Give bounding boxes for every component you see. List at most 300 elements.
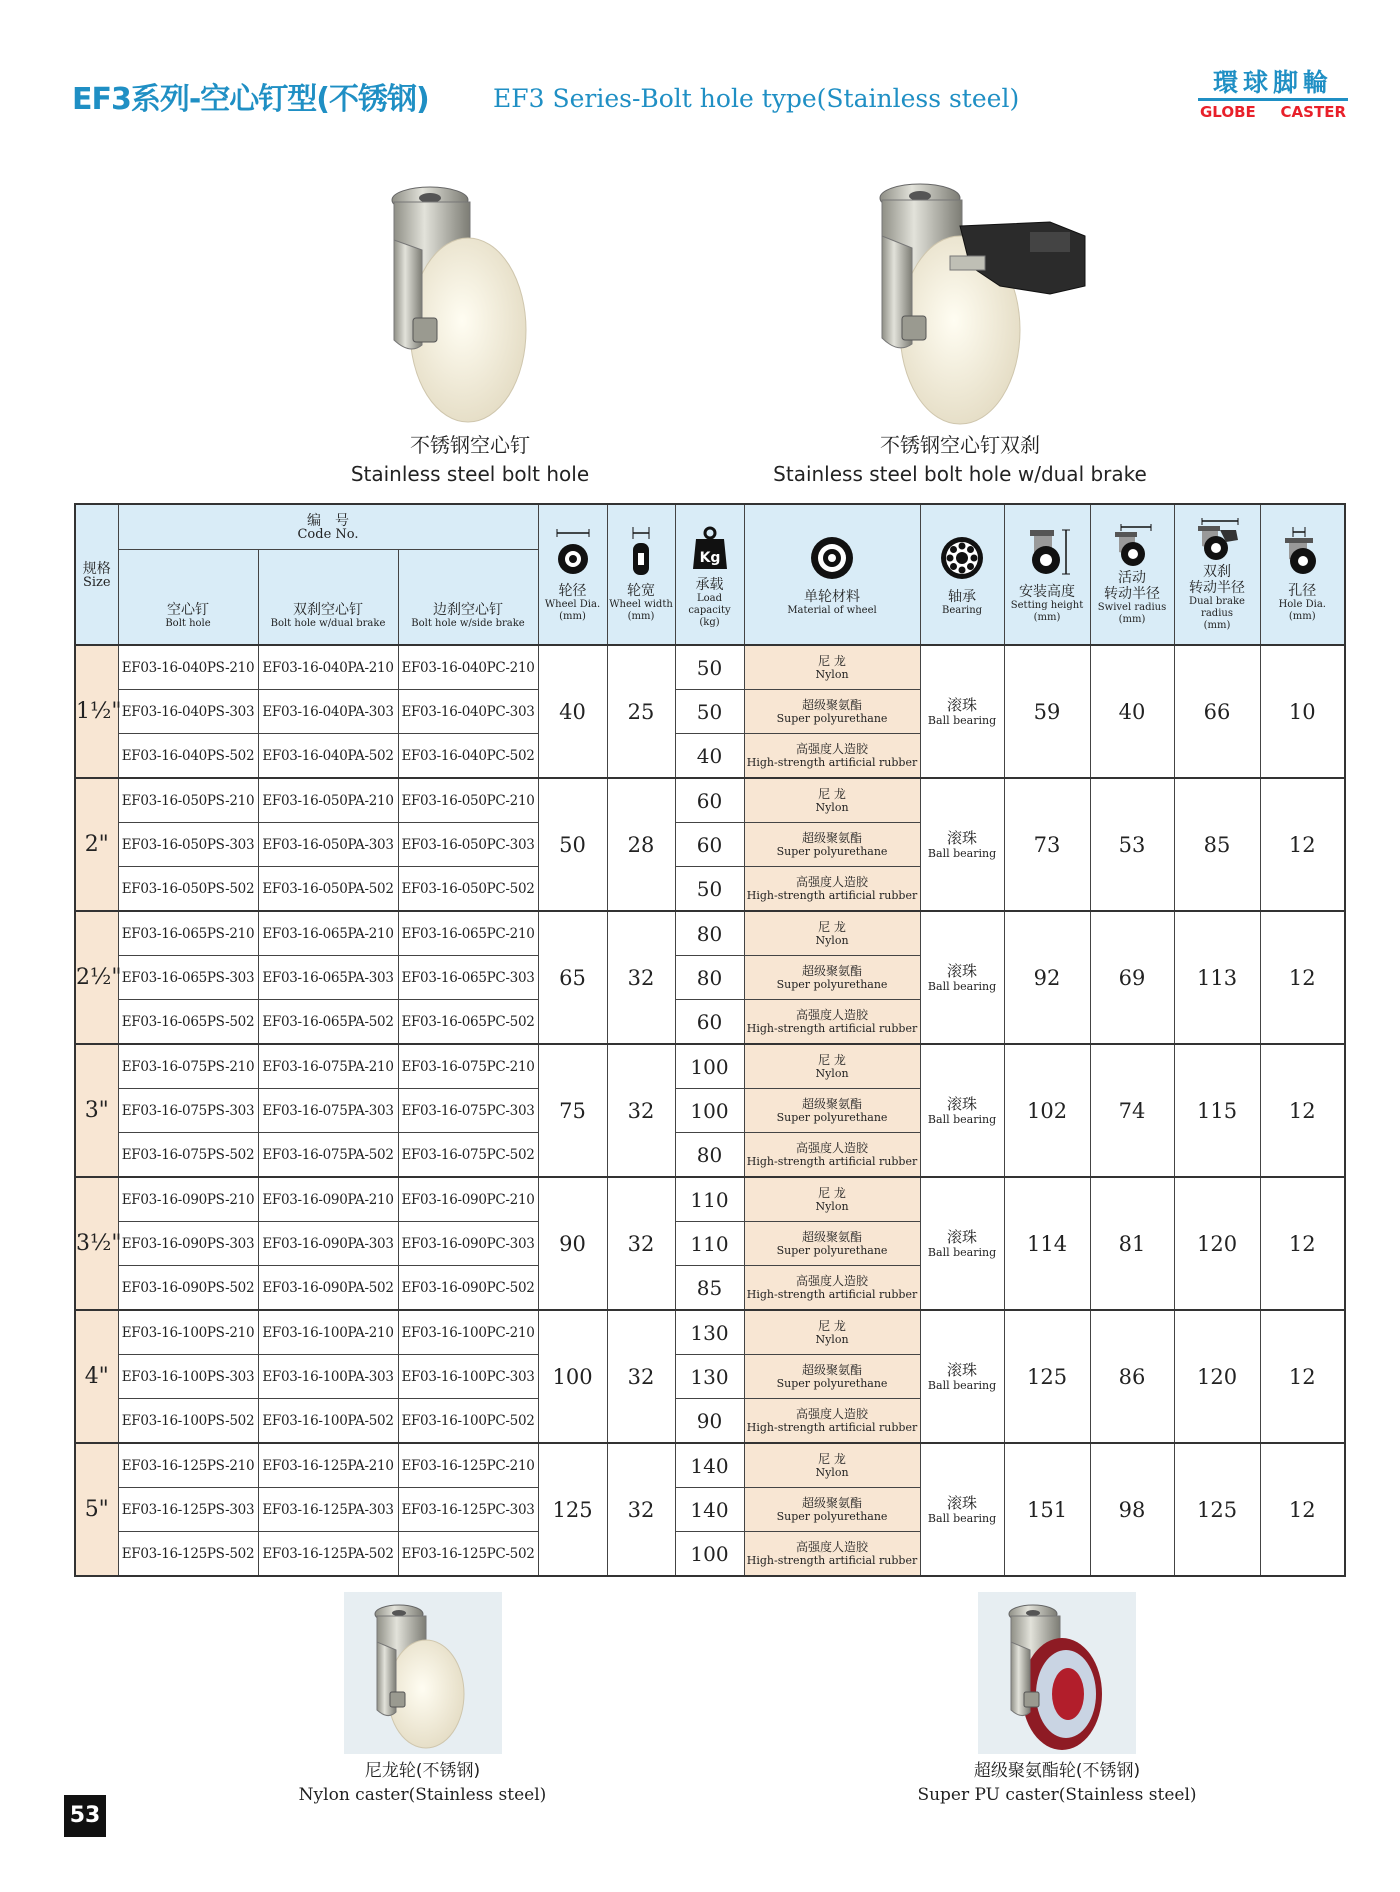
side-brake-code: EF03-16-125PC-210 bbox=[398, 1443, 538, 1488]
setting-height-icon bbox=[1022, 526, 1072, 578]
load-capacity-cell: 40 bbox=[675, 734, 744, 779]
header-code-cn: 编 号 bbox=[307, 512, 349, 529]
material-cell bbox=[744, 1222, 920, 1266]
dual-brake-code: EF03-16-125PA-502 bbox=[258, 1532, 398, 1577]
material-cell bbox=[744, 1133, 920, 1178]
side-brake-code: EF03-16-040PC-210 bbox=[398, 645, 538, 690]
header-setting-en: Setting height bbox=[1010, 599, 1084, 611]
table-row bbox=[75, 778, 1345, 823]
setting-height-cell: 125 bbox=[1004, 1310, 1090, 1443]
bolt-hole-code: EF03-16-075PS-502 bbox=[118, 1133, 258, 1178]
side-brake-code: EF03-16-075PC-303 bbox=[398, 1089, 538, 1133]
material-cell bbox=[744, 1089, 920, 1133]
bolt-hole-code: EF03-16-100PS-303 bbox=[118, 1355, 258, 1399]
header-dual-r-en: Dual brake radius bbox=[1189, 595, 1245, 619]
material-en: Super polyurethane bbox=[776, 1377, 888, 1390]
bearing-en: Ball bearing bbox=[927, 714, 997, 727]
setting-height-cell: 73 bbox=[1004, 778, 1090, 911]
side-brake-code: EF03-16-125PC-502 bbox=[398, 1532, 538, 1577]
hole-diameter-cell: 12 bbox=[1260, 1443, 1345, 1576]
load-capacity-cell: 90 bbox=[675, 1399, 744, 1444]
wheel-width-cell: 25 bbox=[607, 645, 675, 778]
load-capacity-cell: 50 bbox=[675, 690, 744, 734]
spec-table-body bbox=[75, 645, 1345, 1576]
load-capacity-cell: 140 bbox=[675, 1443, 744, 1488]
nylon-caster-photo bbox=[344, 1592, 502, 1754]
load-capacity-cell: 50 bbox=[675, 645, 744, 690]
header-swivel-en: Swivel radius bbox=[1097, 601, 1167, 613]
header-swivel-cn-2: 转动半径 bbox=[1104, 585, 1161, 602]
header-material-en: Material of wheel bbox=[787, 604, 877, 616]
header-width-unit: (mm) bbox=[627, 610, 655, 622]
material-en: Nylon bbox=[815, 1333, 849, 1346]
bearing-en: Ball bearing bbox=[927, 1113, 997, 1126]
wheel-width-icon bbox=[621, 527, 661, 577]
header-bolt-hole bbox=[118, 549, 258, 645]
wheel-diameter-cell: 75 bbox=[538, 1044, 607, 1177]
hole-diameter-cell: 10 bbox=[1260, 645, 1345, 778]
header-swivel-cn-1: 活动 bbox=[1118, 569, 1147, 586]
material-cn: 高强度人造胶 bbox=[796, 875, 869, 889]
dual-brake-code: EF03-16-050PA-303 bbox=[258, 823, 398, 867]
material-cell bbox=[744, 1044, 920, 1089]
wheel-width-cell: 32 bbox=[607, 1443, 675, 1576]
side-brake-code: EF03-16-125PC-303 bbox=[398, 1488, 538, 1532]
side-brake-code: EF03-16-050PC-502 bbox=[398, 867, 538, 912]
dual-brake-code: EF03-16-100PA-502 bbox=[258, 1399, 398, 1444]
material-cn: 尼 龙 bbox=[818, 920, 846, 934]
nylon-caption-en: Nylon caster(Stainless steel) bbox=[298, 1785, 547, 1805]
bolt-hole-code: EF03-16-075PS-210 bbox=[118, 1044, 258, 1089]
dual-brake-code: EF03-16-125PA-210 bbox=[258, 1443, 398, 1488]
header-dual-r-cn-1: 双刹 bbox=[1203, 563, 1232, 580]
bearing-cell bbox=[920, 911, 1004, 1044]
bearing-en: Ball bearing bbox=[927, 847, 997, 860]
table-row bbox=[75, 645, 1345, 690]
dual-brake-radius-icon bbox=[1192, 518, 1242, 562]
dual-brake-code: EF03-16-050PA-502 bbox=[258, 867, 398, 912]
material-cell bbox=[744, 690, 920, 734]
table-row bbox=[75, 911, 1345, 956]
dual-brake-code: EF03-16-090PA-502 bbox=[258, 1266, 398, 1311]
svg-text:Kg: Kg bbox=[699, 549, 720, 566]
material-cn: 超级聚氨酯 bbox=[802, 831, 863, 845]
material-cn: 尼 龙 bbox=[818, 787, 846, 801]
material-cell bbox=[744, 778, 920, 823]
setting-height-cell: 102 bbox=[1004, 1044, 1090, 1177]
nylon-caster bbox=[280, 1756, 565, 1805]
bearing-en: Ball bearing bbox=[927, 1379, 997, 1392]
bearing-cell bbox=[920, 778, 1004, 911]
bolt-hole-code: EF03-16-125PS-303 bbox=[118, 1488, 258, 1532]
header-code-en: Code No. bbox=[297, 526, 359, 542]
caster-dual-brake-photo bbox=[850, 176, 1095, 431]
bearing-en: Ball bearing bbox=[927, 980, 997, 993]
material-cn: 超级聚氨酯 bbox=[802, 1363, 863, 1377]
dual-brake-radius-cell: 66 bbox=[1174, 645, 1260, 778]
header-bearing bbox=[920, 504, 1004, 645]
bolt-hole-code: EF03-16-050PS-502 bbox=[118, 867, 258, 912]
material-en: Super polyurethane bbox=[776, 1510, 888, 1523]
table-row bbox=[75, 1443, 1345, 1488]
header-dual-brake bbox=[258, 549, 398, 645]
header-hole-unit: (mm) bbox=[1288, 610, 1316, 622]
table-row bbox=[75, 1310, 1345, 1355]
header-setting-cn: 安装高度 bbox=[1019, 583, 1076, 600]
load-capacity-cell: 60 bbox=[675, 1000, 744, 1045]
bearing-cn: 滚珠 bbox=[947, 1494, 978, 1512]
hole-diameter-cell: 12 bbox=[1260, 778, 1345, 911]
size-cell: 4" bbox=[75, 1310, 118, 1443]
material-en: High-strength artificial rubber bbox=[746, 1288, 918, 1301]
bolt-hole-code: EF03-16-050PS-303 bbox=[118, 823, 258, 867]
header-size-en: Size bbox=[82, 574, 111, 590]
header-wheel-dia bbox=[538, 504, 607, 645]
pu-caster-image bbox=[978, 1592, 1136, 1754]
hole-diameter-icon bbox=[1277, 527, 1327, 577]
header-size-cn: 规格 bbox=[82, 560, 111, 577]
dual-brake-code: EF03-16-090PA-210 bbox=[258, 1177, 398, 1222]
load-capacity-cell: 80 bbox=[675, 1133, 744, 1178]
wheel-diameter-cell: 40 bbox=[538, 645, 607, 778]
header-bearing-en: Bearing bbox=[941, 604, 983, 616]
material-cn: 高强度人造胶 bbox=[796, 1274, 869, 1288]
wheel-diameter-cell: 125 bbox=[538, 1443, 607, 1576]
wheel-width-cell: 32 bbox=[607, 1310, 675, 1443]
material-en: High-strength artificial rubber bbox=[746, 756, 918, 769]
swivel-radius-cell: 86 bbox=[1090, 1310, 1174, 1443]
bearing-cn: 滚珠 bbox=[947, 1228, 978, 1246]
material-cn: 高强度人造胶 bbox=[796, 742, 869, 756]
bearing-cn: 滚珠 bbox=[947, 696, 978, 714]
wheel-diameter-cell: 90 bbox=[538, 1177, 607, 1310]
caster-bolt-hole-photo bbox=[360, 180, 530, 430]
dual-brake-radius-cell: 125 bbox=[1174, 1443, 1260, 1576]
page-title-cn: EF3系列-空心钉型(不锈钢) bbox=[72, 82, 429, 117]
material-en: Nylon bbox=[815, 668, 849, 681]
material-en: Super polyurethane bbox=[776, 1244, 888, 1257]
header-setting-height bbox=[1004, 504, 1090, 645]
material-en: High-strength artificial rubber bbox=[746, 1022, 918, 1035]
bolt-hole-code: EF03-16-125PS-502 bbox=[118, 1532, 258, 1577]
bearing-en: Ball bearing bbox=[927, 1512, 997, 1525]
product-caption-cn: 不锈钢空心钉 bbox=[410, 433, 530, 457]
header-setting-unit: (mm) bbox=[1033, 611, 1061, 623]
page-number: 53 bbox=[64, 1795, 106, 1837]
dual-brake-radius-cell: 120 bbox=[1174, 1177, 1260, 1310]
load-capacity-cell: 80 bbox=[675, 956, 744, 1000]
bolt-hole-code: EF03-16-040PS-210 bbox=[118, 645, 258, 690]
material-en: Nylon bbox=[815, 1067, 849, 1080]
header-width-en: Wheel width bbox=[609, 598, 673, 610]
material-cn: 高强度人造胶 bbox=[796, 1540, 869, 1554]
material-en: High-strength artificial rubber bbox=[746, 1155, 918, 1168]
dual-brake-radius-cell: 113 bbox=[1174, 911, 1260, 1044]
material-cell bbox=[744, 823, 920, 867]
header-dual-r-cn-2: 转动半径 bbox=[1189, 579, 1246, 596]
nylon-caption-cn: 尼龙轮(不锈钢) bbox=[364, 1761, 481, 1781]
bolt-hole-code: EF03-16-090PS-502 bbox=[118, 1266, 258, 1311]
pu-caster bbox=[906, 1756, 1208, 1805]
header-hole-cn: 孔径 bbox=[1288, 582, 1317, 599]
side-brake-code: EF03-16-065PC-210 bbox=[398, 911, 538, 956]
bearing-cell bbox=[920, 1044, 1004, 1177]
load-capacity-cell: 85 bbox=[675, 1266, 744, 1311]
nylon-caster-image bbox=[344, 1592, 502, 1754]
material-cn: 尼 龙 bbox=[818, 1053, 846, 1067]
hole-diameter-cell: 12 bbox=[1260, 1177, 1345, 1310]
bolt-hole-code: EF03-16-075PS-303 bbox=[118, 1089, 258, 1133]
material-cn: 尼 龙 bbox=[818, 1452, 846, 1466]
material-cn: 超级聚氨酯 bbox=[802, 1097, 863, 1111]
size-cell: 3½" bbox=[75, 1177, 118, 1310]
header-load-en: Load capacity bbox=[688, 592, 731, 616]
header-bolt-en: Bolt hole bbox=[165, 618, 211, 629]
material-cn: 超级聚氨酯 bbox=[802, 698, 863, 712]
material-cn: 高强度人造胶 bbox=[796, 1141, 869, 1155]
material-en: Super polyurethane bbox=[776, 712, 888, 725]
load-capacity-cell: 50 bbox=[675, 867, 744, 912]
page-title-en: EF3 Series-Bolt hole type(Stainless steel) bbox=[493, 84, 1020, 113]
material-cell bbox=[744, 734, 920, 779]
bearing-cn: 滚珠 bbox=[947, 962, 978, 980]
swivel-radius-cell: 74 bbox=[1090, 1044, 1174, 1177]
size-cell: 3" bbox=[75, 1044, 118, 1177]
brand-name-cn: 環球脚輪 bbox=[1198, 68, 1348, 101]
material-cell bbox=[744, 867, 920, 912]
header-side-en: Bolt hole w/side brake bbox=[411, 618, 525, 629]
swivel-radius-cell: 81 bbox=[1090, 1177, 1174, 1310]
header-hole-dia bbox=[1260, 504, 1345, 645]
product-caption-cn: 不锈钢空心钉双刹 bbox=[880, 433, 1040, 457]
brand-logo bbox=[1198, 68, 1348, 121]
dual-brake-code: EF03-16-065PA-502 bbox=[258, 1000, 398, 1045]
size-cell: 2" bbox=[75, 778, 118, 911]
dual-brake-code: EF03-16-040PA-303 bbox=[258, 690, 398, 734]
material-cell bbox=[744, 911, 920, 956]
swivel-radius-icon bbox=[1107, 524, 1157, 568]
dual-brake-code: EF03-16-065PA-210 bbox=[258, 911, 398, 956]
load-capacity-cell: 110 bbox=[675, 1177, 744, 1222]
wheel-width-cell: 32 bbox=[607, 1177, 675, 1310]
load-capacity-cell: 130 bbox=[675, 1310, 744, 1355]
side-brake-code: EF03-16-090PC-210 bbox=[398, 1177, 538, 1222]
bolt-hole-code: EF03-16-090PS-210 bbox=[118, 1177, 258, 1222]
material-en: Nylon bbox=[815, 1466, 849, 1479]
load-capacity-cell: 130 bbox=[675, 1355, 744, 1399]
dual-brake-code: EF03-16-050PA-210 bbox=[258, 778, 398, 823]
material-cn: 高强度人造胶 bbox=[796, 1407, 869, 1421]
bolt-hole-code: EF03-16-040PS-303 bbox=[118, 690, 258, 734]
swivel-radius-cell: 40 bbox=[1090, 645, 1174, 778]
material-en: Nylon bbox=[815, 1200, 849, 1213]
swivel-radius-cell: 53 bbox=[1090, 778, 1174, 911]
wheel-diameter-cell: 100 bbox=[538, 1310, 607, 1443]
material-cell bbox=[744, 1266, 920, 1311]
bearing-cell bbox=[920, 1310, 1004, 1443]
hole-diameter-cell: 12 bbox=[1260, 911, 1345, 1044]
bearing-cn: 滚珠 bbox=[947, 829, 978, 847]
brand-name-en bbox=[1198, 101, 1348, 121]
header-material-cn: 单轮材料 bbox=[804, 588, 861, 605]
wheel-width-cell: 28 bbox=[607, 778, 675, 911]
header-side-cn: 边刹空心钉 bbox=[433, 602, 503, 618]
dual-brake-radius-cell: 120 bbox=[1174, 1310, 1260, 1443]
wheel-diameter-cell: 65 bbox=[538, 911, 607, 1044]
header-wheel-en: Wheel Dia. bbox=[544, 598, 601, 610]
material-cn: 超级聚氨酯 bbox=[802, 1230, 863, 1244]
material-en: High-strength artificial rubber bbox=[746, 1421, 918, 1434]
side-brake-code: EF03-16-040PC-303 bbox=[398, 690, 538, 734]
ball-bearing-icon bbox=[937, 533, 987, 583]
side-brake-code: EF03-16-040PC-502 bbox=[398, 734, 538, 779]
load-capacity-cell: 100 bbox=[675, 1532, 744, 1577]
dual-brake-code: EF03-16-090PA-303 bbox=[258, 1222, 398, 1266]
side-brake-code: EF03-16-050PC-210 bbox=[398, 778, 538, 823]
material-cell bbox=[744, 1310, 920, 1355]
header-load-unit: (kg) bbox=[699, 616, 720, 628]
header-wheel-unit: (mm) bbox=[559, 610, 586, 622]
header-swivel-radius bbox=[1090, 504, 1174, 645]
header-dual-r-unit: (mm) bbox=[1203, 619, 1231, 631]
dual-brake-code: EF03-16-075PA-502 bbox=[258, 1133, 398, 1178]
header-load bbox=[675, 504, 744, 645]
bolt-hole-code: EF03-16-100PS-210 bbox=[118, 1310, 258, 1355]
side-brake-code: EF03-16-100PC-502 bbox=[398, 1399, 538, 1444]
load-capacity-cell: 140 bbox=[675, 1488, 744, 1532]
load-capacity-cell: 60 bbox=[675, 778, 744, 823]
bolt-hole-code: EF03-16-065PS-210 bbox=[118, 911, 258, 956]
spec-table bbox=[74, 503, 1346, 1577]
dual-brake-code: EF03-16-075PA-303 bbox=[258, 1089, 398, 1133]
bearing-cell bbox=[920, 1443, 1004, 1576]
load-capacity-cell: 60 bbox=[675, 823, 744, 867]
bolt-hole-code: EF03-16-090PS-303 bbox=[118, 1222, 258, 1266]
brand-word-globe: GLOBE bbox=[1200, 103, 1256, 121]
material-cell bbox=[744, 1443, 920, 1488]
material-cell bbox=[744, 1000, 920, 1045]
hole-diameter-cell: 12 bbox=[1260, 1044, 1345, 1177]
pu-caption-en: Super PU caster(Stainless steel) bbox=[917, 1785, 1197, 1805]
bolt-hole-code: EF03-16-065PS-502 bbox=[118, 1000, 258, 1045]
header-wheel-cn: 轮径 bbox=[558, 582, 587, 599]
dual-brake-code: EF03-16-075PA-210 bbox=[258, 1044, 398, 1089]
header-material bbox=[744, 504, 920, 645]
wheel-diameter-icon bbox=[553, 527, 593, 577]
material-en: Nylon bbox=[815, 801, 849, 814]
material-en: Super polyurethane bbox=[776, 978, 888, 991]
pu-caption-cn: 超级聚氨酯轮(不锈钢) bbox=[973, 1761, 1141, 1781]
header-wheel-width bbox=[607, 504, 675, 645]
bolt-hole-code: EF03-16-040PS-502 bbox=[118, 734, 258, 779]
header-bearing-cn: 轴承 bbox=[948, 588, 977, 605]
side-brake-code: EF03-16-090PC-303 bbox=[398, 1222, 538, 1266]
dual-brake-code: EF03-16-040PA-502 bbox=[258, 734, 398, 779]
setting-height-cell: 59 bbox=[1004, 645, 1090, 778]
load-capacity-cell: 80 bbox=[675, 911, 744, 956]
material-cell bbox=[744, 1532, 920, 1577]
weight-kg-icon bbox=[690, 521, 730, 571]
material-cn: 高强度人造胶 bbox=[796, 1008, 869, 1022]
header-hole-en: Hole Dia. bbox=[1278, 598, 1326, 610]
side-brake-code: EF03-16-075PC-210 bbox=[398, 1044, 538, 1089]
material-cn: 超级聚氨酯 bbox=[802, 964, 863, 978]
header-side-brake bbox=[398, 549, 538, 645]
material-cell bbox=[744, 956, 920, 1000]
bearing-cell bbox=[920, 1177, 1004, 1310]
pu-caster-photo bbox=[978, 1592, 1136, 1754]
swivel-radius-cell: 69 bbox=[1090, 911, 1174, 1044]
dual-brake-code: EF03-16-040PA-210 bbox=[258, 645, 398, 690]
hole-diameter-cell: 12 bbox=[1260, 1310, 1345, 1443]
table-row bbox=[75, 1177, 1345, 1222]
load-capacity-cell: 100 bbox=[675, 1044, 744, 1089]
side-brake-code: EF03-16-065PC-502 bbox=[398, 1000, 538, 1045]
header-size bbox=[75, 504, 118, 645]
material-cell bbox=[744, 1488, 920, 1532]
material-en: Super polyurethane bbox=[776, 1111, 888, 1124]
side-brake-code: EF03-16-090PC-502 bbox=[398, 1266, 538, 1311]
material-cn: 尼 龙 bbox=[818, 1186, 846, 1200]
dual-brake-radius-cell: 85 bbox=[1174, 778, 1260, 911]
wheel-diameter-cell: 50 bbox=[538, 778, 607, 911]
load-capacity-cell: 100 bbox=[675, 1089, 744, 1133]
dual-brake-code: EF03-16-100PA-210 bbox=[258, 1310, 398, 1355]
product-caption-en: Stainless steel bolt hole bbox=[350, 462, 590, 486]
header-swivel-unit: (mm) bbox=[1118, 613, 1146, 625]
header-width-cn: 轮宽 bbox=[627, 582, 656, 599]
header-dual-en: Bolt hole w/dual brake bbox=[270, 618, 386, 629]
material-en: High-strength artificial rubber bbox=[746, 1554, 918, 1567]
header-dual-brake-radius bbox=[1174, 504, 1260, 645]
swivel-radius-cell: 98 bbox=[1090, 1443, 1174, 1576]
bearing-cell bbox=[920, 645, 1004, 778]
load-capacity-cell: 110 bbox=[675, 1222, 744, 1266]
product-caption-en: Stainless steel bolt hole w/dual brake bbox=[773, 462, 1147, 486]
wheel-width-cell: 32 bbox=[607, 911, 675, 1044]
side-brake-code: EF03-16-100PC-210 bbox=[398, 1310, 538, 1355]
bearing-cn: 滚珠 bbox=[947, 1361, 978, 1379]
material-en: High-strength artificial rubber bbox=[746, 889, 918, 902]
bolt-hole-code: EF03-16-050PS-210 bbox=[118, 778, 258, 823]
material-en: Super polyurethane bbox=[776, 845, 888, 858]
size-cell: 2½" bbox=[75, 911, 118, 1044]
material-cell bbox=[744, 645, 920, 690]
header-dual-cn: 双刹空心钉 bbox=[293, 602, 363, 618]
side-brake-code: EF03-16-065PC-303 bbox=[398, 956, 538, 1000]
side-brake-code: EF03-16-075PC-502 bbox=[398, 1133, 538, 1178]
material-cell bbox=[744, 1399, 920, 1444]
table-row bbox=[75, 1044, 1345, 1089]
material-cell bbox=[744, 1355, 920, 1399]
material-cn: 尼 龙 bbox=[818, 654, 846, 668]
bearing-cn: 滚珠 bbox=[947, 1095, 978, 1113]
setting-height-cell: 114 bbox=[1004, 1177, 1090, 1310]
bearing-en: Ball bearing bbox=[927, 1246, 997, 1259]
header-code bbox=[118, 504, 538, 549]
size-cell: 1½" bbox=[75, 645, 118, 778]
material-cn: 超级聚氨酯 bbox=[802, 1496, 863, 1510]
header-bolt-cn: 空心钉 bbox=[167, 602, 209, 618]
dual-brake-code: EF03-16-065PA-303 bbox=[258, 956, 398, 1000]
dual-brake-code: EF03-16-125PA-303 bbox=[258, 1488, 398, 1532]
dual-brake-code: EF03-16-100PA-303 bbox=[258, 1355, 398, 1399]
header-load-cn: 承载 bbox=[695, 576, 724, 593]
bolt-hole-code: EF03-16-125PS-210 bbox=[118, 1443, 258, 1488]
side-brake-code: EF03-16-100PC-303 bbox=[398, 1355, 538, 1399]
product-dual-brake bbox=[770, 429, 1150, 486]
bolt-hole-code: EF03-16-100PS-502 bbox=[118, 1399, 258, 1444]
